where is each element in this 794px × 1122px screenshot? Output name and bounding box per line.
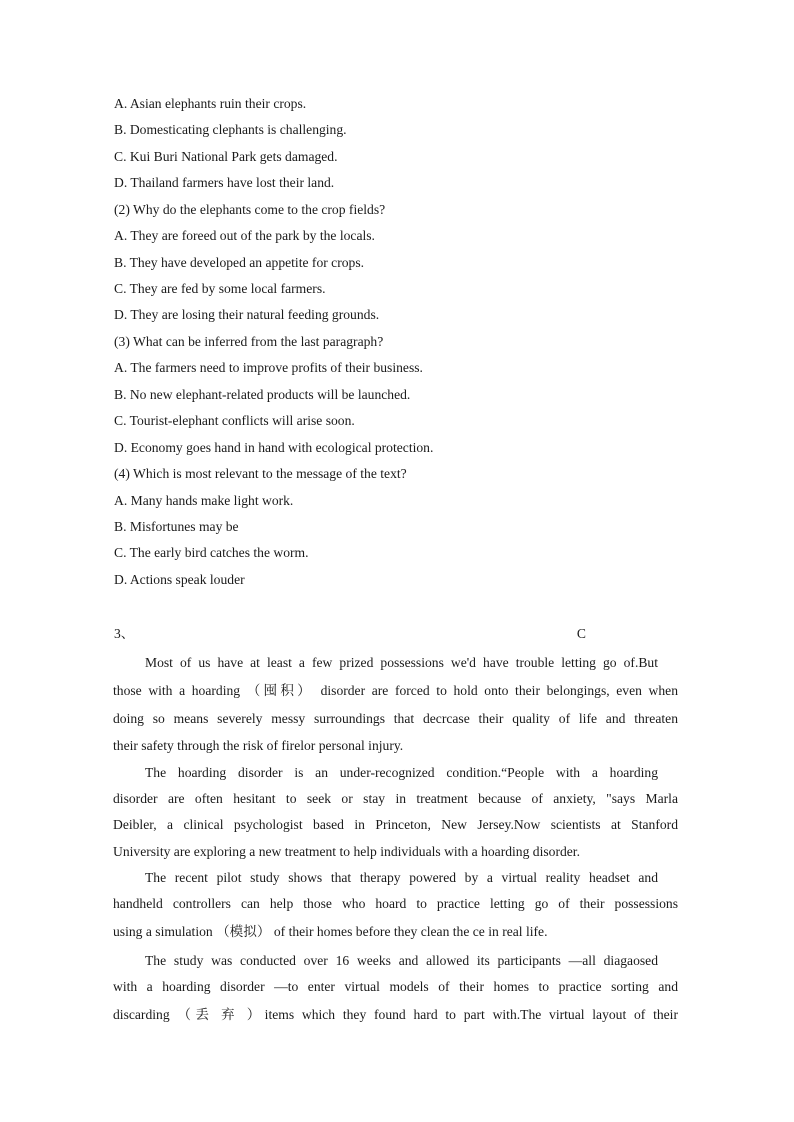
option-line: D. Economy goes hand in hand with ecological protection.: [114, 440, 434, 455]
option-line: D. Actions speak louder: [114, 572, 245, 587]
question-line: (2) Why do the elephants come to the crop fields?: [114, 202, 386, 217]
question-line: (3) What can be inferred from the last paragraph?: [114, 334, 384, 349]
option-line: B. Misfortunes may be: [114, 519, 239, 534]
option-line: C. The early bird catches the worm.: [114, 545, 309, 560]
option-line: D. Thailand farmers have lost their land.: [114, 175, 335, 190]
option-line: C. Kui Buri National Park gets damaged.: [114, 149, 338, 164]
option-line: B. They have developed an appetite for crops.: [114, 255, 365, 270]
passage-line: The hoarding disorder is an under-recognized condition.“People with a hoarding: [145, 765, 658, 780]
passage-line: discarding （丢 弃 ）items which they found hard to part with.The virtual layout of their: [113, 1007, 678, 1022]
option-line: B. No new elephant-related products will be launched.: [114, 387, 411, 402]
section-heading: [114, 626, 590, 644]
option-line: C. They are fed by some local farmers.: [114, 281, 326, 296]
passage-line: disorder are often hesitant to seek or stay in treatment because of anxiety, "says Marla: [113, 791, 678, 806]
passage-line: doing so means severely messy surroundings that decrcase their quality of life and threaten: [113, 711, 678, 726]
option-line: D. They are losing their natural feeding grounds.: [114, 307, 380, 322]
passage-line: The study was conducted over 16 weeks and allowed its participants —all diagaosed: [145, 953, 658, 968]
option-line: B. Domesticating clephants is challenging.: [114, 122, 347, 137]
option-line: A. The farmers need to improve profits of their business.: [114, 360, 423, 375]
section-number: 3、: [114, 626, 135, 641]
passage-line: those with a hoarding （囤积） disorder are forced to hold onto their belongings, even when: [113, 683, 678, 698]
section-letter: C: [576, 626, 586, 641]
passage-line: Most of us have at least a few prized possessions we'd have trouble letting go of.But: [145, 655, 658, 670]
question-line: (4) Which is most relevant to the message of the text?: [114, 466, 407, 481]
passage-line: using a simulation （模拟） of their homes before they clean the ce in real life.: [113, 924, 548, 939]
passage-line: handheld controllers can help those who hoard to practice letting go of their possessions: [113, 896, 678, 911]
option-line: C. Tourist-elephant conflicts will arise soon.: [114, 413, 355, 428]
passage-line: The recent pilot study shows that therapy powered by a virtual reality headset and: [145, 870, 658, 885]
option-line: A. Asian elephants ruin their crops.: [114, 96, 307, 111]
option-line: A. They are foreed out of the park by the locals.: [114, 228, 375, 243]
passage-line: Deibler, a clinical psychologist based in Princeton, New Jersey.Now scientists at Stanford: [113, 817, 678, 832]
passage-line: University are exploring a new treatment to help individuals with a hoarding disorder.: [113, 844, 580, 859]
passage-line: their safety through the risk of firelor personal injury.: [113, 738, 404, 753]
passage-line: with a hoarding disorder —to enter virtual models of their homes to practice sorting and: [113, 979, 678, 994]
option-line: A. Many hands make light work.: [114, 493, 294, 508]
